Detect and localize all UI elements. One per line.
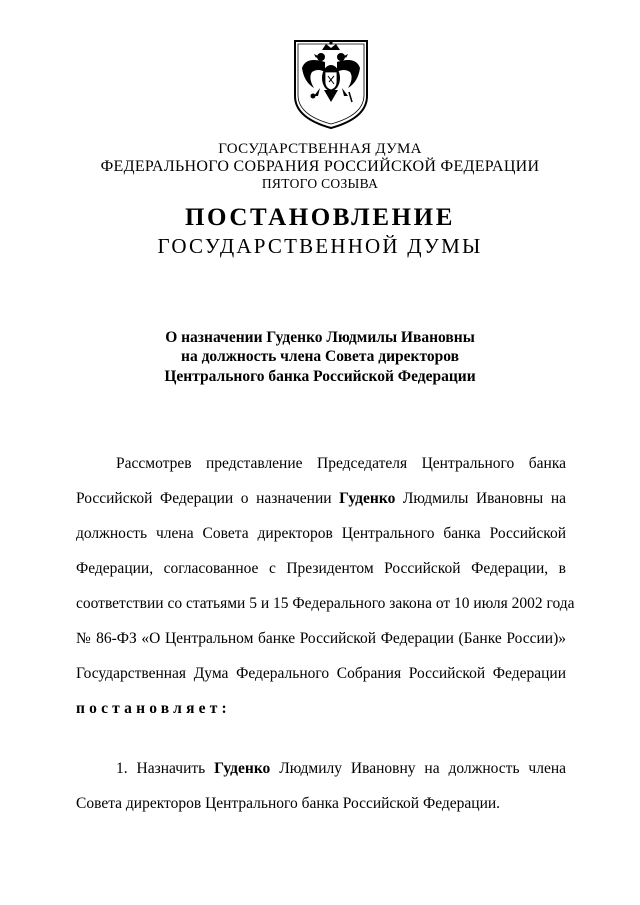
surname-bold: Гуденко [214, 760, 271, 777]
issuer-line-2: ФЕДЕРАЛЬНОГО СОБРАНИЯ РОССИЙСКОЙ ФЕДЕРАЦИИ [100, 158, 540, 175]
item-1-line: Совета директоров Центрального банка Российской Федерации. [76, 795, 501, 812]
subject-line-3: Центрального банка Российской Федерации [164, 368, 476, 385]
issuer-line-3: ПЯТОГО СОЗЫВА [261, 176, 379, 191]
body-line: Рассмотрев представление Председателя Центрального банка [116, 455, 566, 472]
item-1-line [116, 759, 566, 779]
issuer-line-1: ГОСУДАРСТВЕННАЯ ДУМА [218, 141, 422, 157]
body-text: Российской Федерации о назначении [76, 490, 340, 507]
body-line: должность члена Совета директоров Центрального банка Российской [76, 525, 566, 542]
subject-line-1: О назначении Гуденко Людмилы Ивановны [165, 329, 475, 346]
subject-line-2: на должность члена Совета директоров [181, 348, 459, 365]
resolution-word: постановляет: [76, 700, 231, 717]
body-line: Федерации, согласованное с Президентом Российской Федерации, в [76, 560, 566, 577]
document-subtitle: ГОСУДАРСТВЕННОЙ ДУМЫ [157, 234, 483, 258]
body-line [76, 489, 566, 509]
body-text: Людмилы Ивановны на [395, 490, 566, 507]
body-text: Людмилу Ивановну на должность члена [270, 760, 566, 777]
body-line: Государственная Дума Федерального Собрания Российской Федерации [76, 665, 566, 682]
surname-bold: Гуденко [339, 490, 396, 507]
body-line: соответствии со статьями 5 и 15 Федерального закона от 10 июля 2002 года [76, 595, 575, 612]
document-title: ПОСТАНОВЛЕНИЕ [184, 204, 456, 231]
body-line: № 86-ФЗ «О Центральном банке Российской Федерации (Банке России)» [76, 630, 566, 647]
body-text: 1. Назначить [116, 760, 215, 777]
coat-of-arms-icon [292, 38, 370, 130]
